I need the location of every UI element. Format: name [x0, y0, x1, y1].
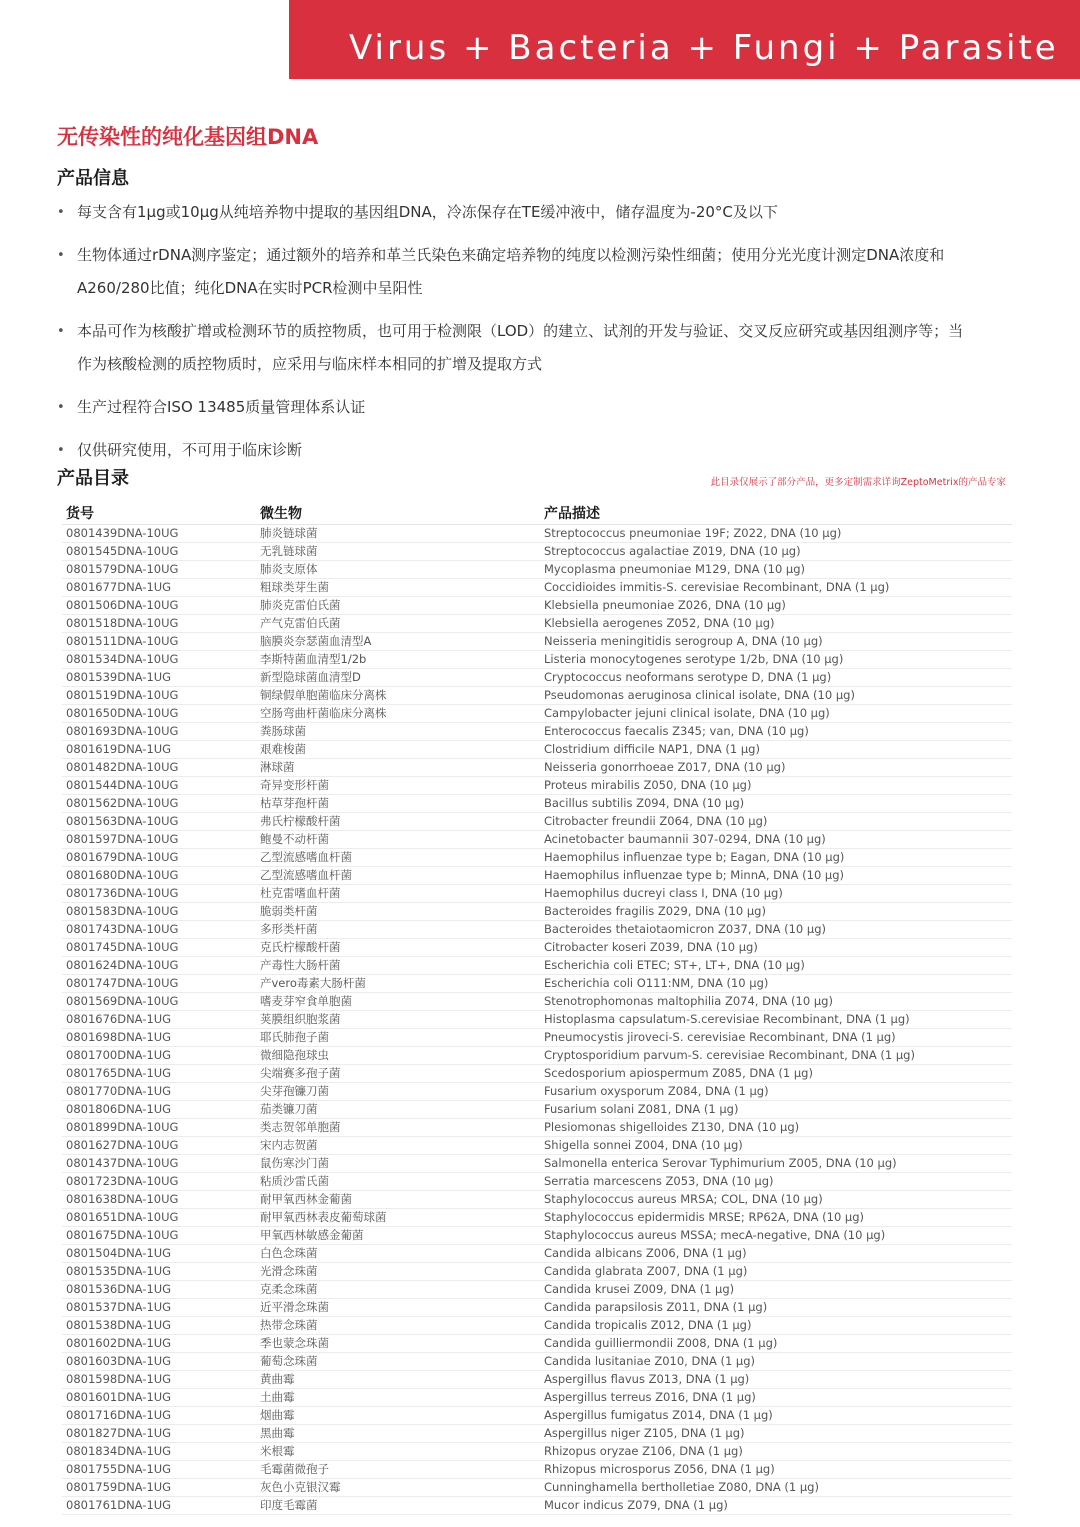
- organism-name: 烟曲霉: [260, 1408, 295, 1422]
- product-description: Rhizopus oryzae Z106, DNA (1 μg): [544, 1444, 743, 1458]
- organism-name: 耶氏肺孢子菌: [260, 1030, 329, 1044]
- table-row: [62, 1029, 1012, 1047]
- table-row: [62, 1191, 1012, 1209]
- product-description: Mucor indicus Z079, DNA (1 μg): [544, 1498, 728, 1512]
- table-row: [62, 1101, 1012, 1119]
- product-description: Fusarium oxysporum Z084, DNA (1 μg): [544, 1084, 769, 1098]
- table-row: [62, 885, 1012, 903]
- organism-name: 光滑念珠菌: [260, 1264, 318, 1278]
- item-number: 0801539DNA-1UG: [66, 670, 172, 684]
- table-row: [62, 1407, 1012, 1425]
- product-description: Coccidioides immitis-S. cerevisiae Recombinant, DNA (1 μg): [544, 580, 890, 594]
- organism-name: 粗球类芽生菌: [260, 580, 329, 594]
- table-row: [62, 1065, 1012, 1083]
- organism-name: 鲍曼不动杆菌: [260, 832, 329, 846]
- organism-name: 杜克雷嗜血杆菌: [260, 886, 341, 900]
- organism-name: 宋内志贺菌: [260, 1138, 318, 1152]
- table-row: [62, 579, 1012, 597]
- item-number: 0801624DNA-10UG: [66, 958, 179, 972]
- item-number: 0801765DNA-1UG: [66, 1066, 172, 1080]
- table-row: [62, 1425, 1012, 1443]
- organism-name: 嗜麦芽窄食单胞菌: [260, 994, 352, 1008]
- table-row: [62, 651, 1012, 669]
- item-number: 0801761DNA-1UG: [66, 1498, 172, 1512]
- item-number: 0801698DNA-1UG: [66, 1030, 172, 1044]
- page-title: 无传染性的纯化基因组DNA: [57, 125, 319, 149]
- table-row: [62, 1227, 1012, 1245]
- table-row: [62, 849, 1012, 867]
- product-description: Cryptosporidium parvum-S. cerevisiae Recombinant, DNA (1 μg): [544, 1048, 915, 1062]
- product-description: Streptococcus pneumoniae 19F; Z022, DNA (10 μg): [544, 526, 842, 540]
- organism-name: 乙型流感嗜血杆菌: [260, 868, 352, 882]
- catalog-body: [62, 525, 1012, 1515]
- organism-name: 印度毛霉菌: [260, 1498, 318, 1512]
- product-info-item: [57, 239, 972, 305]
- product-description: Aspergillus niger Z105, DNA (1 μg): [544, 1426, 745, 1440]
- item-number: 0801537DNA-1UG: [66, 1300, 172, 1314]
- product-info-list: [57, 196, 972, 477]
- table-row: [62, 957, 1012, 975]
- item-number: 0801716DNA-1UG: [66, 1408, 172, 1422]
- table-row: [62, 561, 1012, 579]
- table-row: [62, 1083, 1012, 1101]
- item-number: 0801579DNA-10UG: [66, 562, 179, 576]
- table-row: [62, 921, 1012, 939]
- item-number: 0801745DNA-10UG: [66, 940, 179, 954]
- catalog-heading: 产品目录: [57, 468, 129, 489]
- item-number: 0801603DNA-1UG: [66, 1354, 172, 1368]
- item-number: 0801677DNA-1UG: [66, 580, 172, 594]
- product-description: Rhizopus microsporus Z056, DNA (1 μg): [544, 1462, 775, 1476]
- organism-name: 多形类杆菌: [260, 922, 318, 936]
- item-number: 0801437DNA-10UG: [66, 1156, 179, 1170]
- table-row: [62, 705, 1012, 723]
- table-row: [62, 759, 1012, 777]
- organism-name: 季也蒙念珠菌: [260, 1336, 329, 1350]
- product-description: Citrobacter freundii Z064, DNA (10 μg): [544, 814, 768, 828]
- bullet-icon: •: [57, 443, 65, 458]
- organism-name: 脑膜炎奈瑟菌血清型A: [260, 634, 372, 648]
- item-number: 0801651DNA-10UG: [66, 1210, 179, 1224]
- catalog-note: 此目录仅展示了部分产品，更多定制需求详询ZeptoMetrix的产品专家: [710, 477, 1006, 488]
- product-description: Aspergillus flavus Z013, DNA (1 μg): [544, 1372, 750, 1386]
- product-description: Scedosporium apiospermum Z085, DNA (1 μg): [544, 1066, 813, 1080]
- organism-name: 艰难梭菌: [260, 742, 306, 756]
- item-number: 0801583DNA-10UG: [66, 904, 179, 918]
- organism-name: 肺炎克雷伯氏菌: [260, 598, 341, 612]
- table-row: [62, 669, 1012, 687]
- item-number: 0801482DNA-10UG: [66, 760, 179, 774]
- product-description: Campylobacter jejuni clinical isolate, DNA (10 μg): [544, 706, 830, 720]
- item-number: 0801638DNA-10UG: [66, 1192, 179, 1206]
- product-description: Bacteroides thetaiotaomicron Z037, DNA (10 μg): [544, 922, 826, 936]
- header-banner: [289, 0, 1080, 79]
- product-info-item: [57, 434, 972, 467]
- bullet-icon: •: [57, 400, 65, 415]
- item-number: 0801627DNA-10UG: [66, 1138, 179, 1152]
- product-description: Pseudomonas aeruginosa clinical isolate, DNA (10 μg): [544, 688, 855, 702]
- organism-name: 铜绿假单胞菌临床分离株: [260, 688, 387, 702]
- product-info-heading: 产品信息: [57, 168, 129, 189]
- item-number: 0801676DNA-1UG: [66, 1012, 172, 1026]
- product-description: Aspergillus fumigatus Z014, DNA (1 μg): [544, 1408, 773, 1422]
- product-description: Neisseria meningitidis serogroup A, DNA (10 μg): [544, 634, 823, 648]
- item-number: 0801562DNA-10UG: [66, 796, 179, 810]
- organism-name: 肺炎支原体: [260, 562, 318, 576]
- item-number: 0801535DNA-1UG: [66, 1264, 172, 1278]
- item-number: 0801700DNA-1UG: [66, 1048, 172, 1062]
- item-number: 0801755DNA-1UG: [66, 1462, 172, 1476]
- organism-name: 鼠伤寒沙门菌: [260, 1156, 329, 1170]
- product-description: Candida tropicalis Z012, DNA (1 μg): [544, 1318, 752, 1332]
- item-number: 0801519DNA-10UG: [66, 688, 179, 702]
- item-number: 0801650DNA-10UG: [66, 706, 179, 720]
- table-row: [62, 1317, 1012, 1335]
- organism-name: 产vero毒素大肠杆菌: [260, 976, 366, 990]
- item-number: 0801736DNA-10UG: [66, 886, 179, 900]
- column-header-description: 产品描述: [544, 506, 600, 522]
- organism-name: 白色念珠菌: [260, 1246, 318, 1260]
- product-description: Shigella sonnei Z004, DNA (10 μg): [544, 1138, 743, 1152]
- table-row: [62, 975, 1012, 993]
- product-description: Candida parapsilosis Z011, DNA (1 μg): [544, 1300, 768, 1314]
- table-row: [62, 795, 1012, 813]
- table-row: [62, 1047, 1012, 1065]
- product-description: Candida lusitaniae Z010, DNA (1 μg): [544, 1354, 756, 1368]
- table-row: [62, 993, 1012, 1011]
- product-description: Bacillus subtilis Z094, DNA (10 μg): [544, 796, 745, 810]
- product-description: Plesiomonas shigelloides Z130, DNA (10 μg): [544, 1120, 800, 1134]
- product-description: Candida krusei Z009, DNA (1 μg): [544, 1282, 735, 1296]
- item-number: 0801545DNA-10UG: [66, 544, 179, 558]
- organism-name: 产毒性大肠杆菌: [260, 958, 341, 972]
- organism-name: 米根霉: [260, 1444, 295, 1458]
- product-description: Cryptococcus neoformans serotype D, DNA (1 μg): [544, 670, 832, 684]
- organism-name: 新型隐球菌血清型D: [260, 670, 361, 684]
- organism-name: 茄类镰刀菌: [260, 1102, 318, 1116]
- product-info-item: [57, 315, 972, 381]
- organism-name: 产气克雷伯氏菌: [260, 616, 341, 630]
- product-description: Pneumocystis jiroveci-S. cerevisiae Recombinant, DNA (1 μg): [544, 1030, 896, 1044]
- organism-name: 灰色小克银汉霉: [260, 1480, 341, 1494]
- organism-name: 黄曲霉: [260, 1372, 295, 1386]
- product-description: Acinetobacter baumannii 307-0294, DNA (10 μg): [544, 832, 826, 846]
- table-row: [62, 1353, 1012, 1371]
- item-number: 0801899DNA-10UG: [66, 1120, 179, 1134]
- table-row: [62, 1209, 1012, 1227]
- product-description: Haemophilus influenzae type b; MinnA, DNA (10 μg): [544, 868, 845, 882]
- product-description: Candida guilliermondii Z008, DNA (1 μg): [544, 1336, 778, 1350]
- product-description: Fusarium solani Z081, DNA (1 μg): [544, 1102, 739, 1116]
- bullet-icon: •: [57, 248, 65, 263]
- bullet-icon: •: [57, 324, 65, 339]
- product-description: Cunninghamella bertholletiae Z080, DNA (1 μg): [544, 1480, 819, 1494]
- product-description: Escherichia coli O111:NM, DNA (10 μg): [544, 976, 769, 990]
- organism-name: 热带念珠菌: [260, 1318, 318, 1332]
- item-number: 0801597DNA-10UG: [66, 832, 179, 846]
- item-number: 0801602DNA-1UG: [66, 1336, 172, 1350]
- product-description: Proteus mirabilis Z050, DNA (10 μg): [544, 778, 752, 792]
- organism-name: 近平滑念珠菌: [260, 1300, 329, 1314]
- table-row: [62, 1443, 1012, 1461]
- organism-name: 克柔念珠菌: [260, 1282, 318, 1296]
- organism-name: 空肠弯曲杆菌临床分离株: [260, 706, 387, 720]
- product-info-text: 仅供研究使用，不可用于临床诊断: [77, 441, 303, 459]
- organism-name: 乙型流感嗜血杆菌: [260, 850, 352, 864]
- product-description: Aspergillus terreus Z016, DNA (1 μg): [544, 1390, 756, 1404]
- item-number: 0801619DNA-1UG: [66, 742, 172, 756]
- item-number: 0801693DNA-10UG: [66, 724, 179, 738]
- product-info-item: [57, 391, 972, 424]
- organism-name: 粘质沙雷氏菌: [260, 1174, 329, 1188]
- item-number: 0801601DNA-1UG: [66, 1390, 172, 1404]
- product-description: Enterococcus faecalis Z345; van, DNA (10 μg): [544, 724, 809, 738]
- bullet-icon: •: [57, 205, 65, 220]
- item-number: 0801439DNA-10UG: [66, 526, 179, 540]
- item-number: 0801598DNA-1UG: [66, 1372, 172, 1386]
- product-description: Salmonella enterica Serovar Typhimurium Z005, DNA (10 μg): [544, 1156, 897, 1170]
- product-description: Staphylococcus epidermidis MRSE; RP62A, DNA (10 μg): [544, 1210, 865, 1224]
- product-description: Candida albicans Z006, DNA (1 μg): [544, 1246, 747, 1260]
- item-number: 0801536DNA-1UG: [66, 1282, 172, 1296]
- table-row: [62, 1263, 1012, 1281]
- item-number: 0801538DNA-1UG: [66, 1318, 172, 1332]
- organism-name: 淋球菌: [260, 760, 295, 774]
- catalog-table: [62, 500, 1012, 1515]
- table-row: [62, 687, 1012, 705]
- product-description: Histoplasma capsulatum-S.cerevisiae Recombinant, DNA (1 μg): [544, 1012, 910, 1026]
- organism-name: 克氏柠檬酸杆菌: [260, 940, 341, 954]
- organism-name: 甲氧西林敏感金葡菌: [260, 1228, 364, 1242]
- item-number: 0801506DNA-10UG: [66, 598, 179, 612]
- product-description: Escherichia coli ETEC; ST+, LT+, DNA (10 μg): [544, 958, 805, 972]
- product-description: Klebsiella aerogenes Z052, DNA (10 μg): [544, 616, 775, 630]
- table-row: [62, 1155, 1012, 1173]
- organism-name: 微细隐孢球虫: [260, 1048, 329, 1062]
- table-row: [62, 1461, 1012, 1479]
- item-number: 0801679DNA-10UG: [66, 850, 179, 864]
- item-number: 0801680DNA-10UG: [66, 868, 179, 882]
- organism-name: 脆弱类杆菌: [260, 904, 318, 918]
- item-number: 0801675DNA-10UG: [66, 1228, 179, 1242]
- organism-name: 黑曲霉: [260, 1426, 295, 1440]
- product-description: Haemophilus influenzae type b; Eagan, DNA (10 μg): [544, 850, 845, 864]
- table-row: [62, 1497, 1012, 1515]
- organism-name: 弗氏柠檬酸杆菌: [260, 814, 341, 828]
- organism-name: 奇异变形杆菌: [260, 778, 329, 792]
- table-row: [62, 741, 1012, 759]
- item-number: 0801544DNA-10UG: [66, 778, 179, 792]
- organism-name: 李斯特菌血清型1/2b: [260, 652, 367, 666]
- item-number: 0801834DNA-1UG: [66, 1444, 172, 1458]
- item-number: 0801806DNA-1UG: [66, 1102, 172, 1116]
- table-row: [62, 633, 1012, 651]
- product-info-text: 生产过程符合ISO 13485质量管理体系认证: [77, 398, 366, 416]
- product-info-text: 本品可作为核酸扩增或检测环节的质控物质，也可用于检测限（LOD）的建立、试剂的开发与验证、交叉反应研究或基因组测序等；当作为核酸检测的质控物质时，应采用与临床样本相同的扩增及提取方式: [77, 322, 964, 373]
- table-row: [62, 543, 1012, 561]
- table-row: [62, 903, 1012, 921]
- table-row: [62, 1245, 1012, 1263]
- catalog-header-row: [62, 500, 1012, 525]
- product-description: Citrobacter koseri Z039, DNA (10 μg): [544, 940, 758, 954]
- product-description: Mycoplasma pneumoniae M129, DNA (10 μg): [544, 562, 806, 576]
- organism-name: 类志贺邻单胞菌: [260, 1120, 341, 1134]
- table-row: [62, 1479, 1012, 1497]
- table-row: [62, 1371, 1012, 1389]
- organism-name: 粪肠球菌: [260, 724, 306, 738]
- table-row: [62, 939, 1012, 957]
- product-description: Serratia marcescens Z053, DNA (10 μg): [544, 1174, 774, 1188]
- item-number: 0801770DNA-1UG: [66, 1084, 172, 1098]
- organism-name: 耐甲氧西林金葡菌: [260, 1192, 352, 1206]
- table-row: [62, 777, 1012, 795]
- table-row: [62, 1389, 1012, 1407]
- product-info-text: 生物体通过rDNA测序鉴定；通过额外的培养和革兰氏染色来确定培养物的纯度以检测污染性细菌；使用分光光度计测定DNA浓度和A260/280比值；纯化DNA在实时PCR检测中呈阳性: [77, 246, 945, 297]
- table-row: [62, 525, 1012, 543]
- product-description: Staphylococcus aureus MSSA; mecA-negative, DNA (10 μg): [544, 1228, 886, 1242]
- product-description: Staphylococcus aureus MRSA; COL, DNA (10 μg): [544, 1192, 823, 1206]
- table-row: [62, 615, 1012, 633]
- product-description: Klebsiella pneumoniae Z026, DNA (10 μg): [544, 598, 786, 612]
- product-info-text: 每支含有1μg或10μg从纯培养物中提取的基因组DNA，冷冻保存在TE缓冲液中，储存温度为-20°C及以下: [77, 203, 778, 221]
- item-number: 0801723DNA-10UG: [66, 1174, 179, 1188]
- table-row: [62, 1173, 1012, 1191]
- product-description: Haemophilus ducreyi class I, DNA (10 μg): [544, 886, 783, 900]
- table-row: [62, 723, 1012, 741]
- table-row: [62, 1137, 1012, 1155]
- item-number: 0801747DNA-10UG: [66, 976, 179, 990]
- item-number: 0801563DNA-10UG: [66, 814, 179, 828]
- organism-name: 土曲霉: [260, 1390, 295, 1404]
- item-number: 0801504DNA-1UG: [66, 1246, 172, 1260]
- table-row: [62, 1335, 1012, 1353]
- item-number: 0801759DNA-1UG: [66, 1480, 172, 1494]
- organism-name: 无乳链球菌: [260, 544, 318, 558]
- table-row: [62, 831, 1012, 849]
- product-description: Stenotrophomonas maltophilia Z074, DNA (10 μg): [544, 994, 833, 1008]
- product-description: Listeria monocytogenes serotype 1/2b, DNA (10 μg): [544, 652, 844, 666]
- organism-name: 尖芽孢镰刀菌: [260, 1084, 329, 1098]
- organism-name: 肺炎链球菌: [260, 526, 318, 540]
- table-row: [62, 1119, 1012, 1137]
- item-number: 0801518DNA-10UG: [66, 616, 179, 630]
- column-header-organism: 微生物: [260, 506, 302, 522]
- product-description: Bacteroides fragilis Z029, DNA (10 μg): [544, 904, 766, 918]
- organism-name: 毛霉菌微孢子: [260, 1462, 329, 1476]
- table-row: [62, 1281, 1012, 1299]
- table-row: [62, 867, 1012, 885]
- table-row: [62, 1299, 1012, 1317]
- table-row: [62, 813, 1012, 831]
- item-number: 0801743DNA-10UG: [66, 922, 179, 936]
- table-row: [62, 1011, 1012, 1029]
- product-description: Clostridium difficile NAP1, DNA (1 μg): [544, 742, 760, 756]
- organism-name: 葡萄念珠菌: [260, 1354, 318, 1368]
- column-header-item-no: 货号: [66, 506, 94, 522]
- item-number: 0801511DNA-10UG: [66, 634, 179, 648]
- table-row: [62, 597, 1012, 615]
- item-number: 0801569DNA-10UG: [66, 994, 179, 1008]
- product-description: Neisseria gonorrhoeae Z017, DNA (10 μg): [544, 760, 786, 774]
- product-info-item: [57, 196, 972, 229]
- organism-name: 枯草芽孢杆菌: [260, 796, 329, 810]
- product-description: Streptococcus agalactiae Z019, DNA (10 μg): [544, 544, 801, 558]
- organism-name: 尖端赛多孢子菌: [260, 1066, 341, 1080]
- product-description: Candida glabrata Z007, DNA (1 μg): [544, 1264, 748, 1278]
- organism-name: 荚膜组织胞浆菌: [260, 1012, 341, 1026]
- item-number: 0801534DNA-10UG: [66, 652, 179, 666]
- banner-title: Virus + Bacteria + Fungi + Parasite: [349, 28, 1059, 68]
- organism-name: 耐甲氧西林表皮葡萄球菌: [260, 1210, 387, 1224]
- item-number: 0801827DNA-1UG: [66, 1426, 172, 1440]
